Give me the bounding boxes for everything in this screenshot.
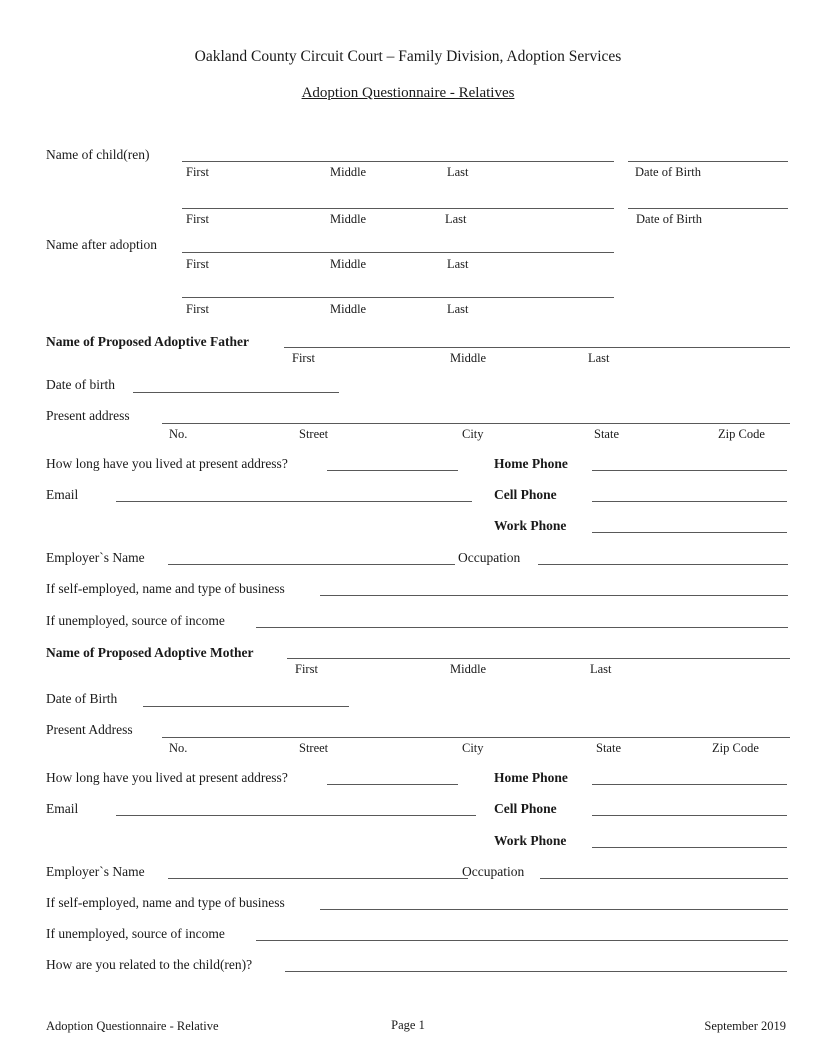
father-middle-label: Middle: [450, 351, 487, 365]
father-unemployed-label: If unemployed, source of income: [46, 613, 225, 628]
mother-name-field[interactable]: [287, 644, 790, 659]
child-row-1-last-label: Last: [447, 165, 469, 179]
father-self-employed-field[interactable]: [320, 581, 788, 596]
mother-cell-phone-label: Cell Phone: [494, 801, 557, 816]
child-row-1-middle-label: Middle: [330, 165, 367, 179]
father-self-employed-label: If self-employed, name and type of business: [46, 581, 285, 596]
adoption-row-1-middle-label: Middle: [330, 257, 367, 271]
father-email-label: Email: [46, 487, 79, 502]
mother-home-phone-label: Home Phone: [494, 770, 568, 785]
mother-unemployed-field[interactable]: [256, 926, 788, 941]
father-address-zip-label: Zip Code: [718, 427, 765, 441]
father-how-long-field[interactable]: [327, 456, 458, 471]
mother-work-phone-label: Work Phone: [494, 833, 567, 848]
father-employer-label: Employer`s Name: [46, 550, 145, 565]
mother-address-field[interactable]: [162, 723, 790, 738]
adoption-row-1-first-label: First: [186, 257, 209, 271]
mother-dob-label: Date of Birth: [46, 691, 118, 706]
footer-document-name: Adoption Questionnaire - Relative: [46, 1019, 219, 1033]
mother-unemployed-label: If unemployed, source of income: [46, 926, 225, 941]
father-name-field[interactable]: [284, 333, 790, 348]
mother-occupation-field[interactable]: [540, 864, 788, 879]
father-dob-label: Date of birth: [46, 377, 115, 392]
child-row-1-name-field[interactable]: [182, 147, 614, 162]
child-row-2-dob-field[interactable]: [628, 194, 788, 209]
adoption-row-1-name-field[interactable]: [182, 238, 614, 253]
mother-section-heading: Name of Proposed Adoptive Mother: [46, 645, 254, 660]
footer-date: September 2019: [704, 1019, 786, 1033]
father-address-street-label: Street: [299, 427, 329, 441]
mother-address-no-label: No.: [169, 741, 188, 755]
mother-self-employed-label: If self-employed, name and type of business: [46, 895, 285, 910]
adoption-row-1-last-label: Last: [447, 257, 469, 271]
child-row-1-dob-field[interactable]: [628, 147, 788, 162]
father-how-long-label: How long have you lived at present address?: [46, 456, 288, 471]
mother-email-field[interactable]: [116, 801, 476, 816]
mother-address-label: Present Address: [46, 722, 133, 737]
footer-page-number: Page 1: [391, 1018, 425, 1032]
adoption-row-2-last-label: Last: [447, 302, 469, 316]
mother-email-label: Email: [46, 801, 79, 816]
mother-dob-field[interactable]: [143, 692, 349, 707]
father-first-label: First: [292, 351, 315, 365]
name-after-adoption-label: Name after adoption: [46, 237, 157, 252]
mother-cell-phone-field[interactable]: [592, 801, 787, 816]
father-address-label: Present address: [46, 408, 130, 423]
form-subtitle: Adoption Questionnaire - Relatives: [301, 85, 515, 101]
father-address-field[interactable]: [162, 409, 790, 424]
child-row-2-first-label: First: [186, 212, 209, 226]
father-last-label: Last: [588, 351, 610, 365]
child-row-1-dob-label: Date of Birth: [635, 165, 701, 179]
children-section-label: Name of child(ren): [46, 147, 150, 162]
mother-how-long-label: How long have you lived at present address?: [46, 770, 288, 785]
mother-employer-label: Employer`s Name: [46, 864, 145, 879]
father-address-no-label: No.: [169, 427, 188, 441]
mother-work-phone-field[interactable]: [592, 833, 787, 848]
adoption-row-2-middle-label: Middle: [330, 302, 367, 316]
mother-address-street-label: Street: [299, 741, 329, 755]
child-row-2-last-label: Last: [445, 212, 467, 226]
mother-occupation-label: Occupation: [462, 864, 525, 879]
father-occupation-field[interactable]: [538, 550, 788, 565]
father-dob-field[interactable]: [133, 378, 339, 393]
father-address-state-label: State: [594, 427, 619, 441]
child-row-2-dob-label: Date of Birth: [636, 212, 702, 226]
adoption-row-2-name-field[interactable]: [182, 283, 614, 298]
child-row-2-middle-label: Middle: [330, 212, 367, 226]
mother-employer-field[interactable]: [168, 864, 468, 879]
mother-address-zip-label: Zip Code: [712, 741, 759, 755]
mother-first-label: First: [295, 662, 318, 676]
father-work-phone-field[interactable]: [592, 518, 787, 533]
mother-home-phone-field[interactable]: [592, 770, 787, 785]
relation-label: How are you related to the child(ren)?: [46, 957, 253, 972]
father-address-city-label: City: [462, 427, 484, 441]
child-row-1-first-label: First: [186, 165, 209, 179]
child-row-2-name-field[interactable]: [182, 194, 614, 209]
form-title: Oakland County Circuit Court – Family Division, Adoption Services: [194, 48, 622, 65]
father-home-phone-label: Home Phone: [494, 456, 568, 471]
father-cell-phone-field[interactable]: [592, 487, 787, 502]
father-employer-field[interactable]: [168, 550, 455, 565]
father-unemployed-field[interactable]: [256, 613, 788, 628]
father-cell-phone-label: Cell Phone: [494, 487, 557, 502]
adoption-row-2-first-label: First: [186, 302, 209, 316]
father-work-phone-label: Work Phone: [494, 518, 567, 533]
father-section-heading: Name of Proposed Adoptive Father: [46, 334, 249, 349]
relation-field[interactable]: [285, 957, 787, 972]
mother-last-label: Last: [590, 662, 612, 676]
mother-address-city-label: City: [462, 741, 484, 755]
mother-self-employed-field[interactable]: [320, 895, 788, 910]
mother-how-long-field[interactable]: [327, 770, 458, 785]
father-email-field[interactable]: [116, 487, 472, 502]
mother-middle-label: Middle: [450, 662, 487, 676]
mother-address-state-label: State: [596, 741, 621, 755]
father-home-phone-field[interactable]: [592, 456, 787, 471]
father-occupation-label: Occupation: [458, 550, 521, 565]
